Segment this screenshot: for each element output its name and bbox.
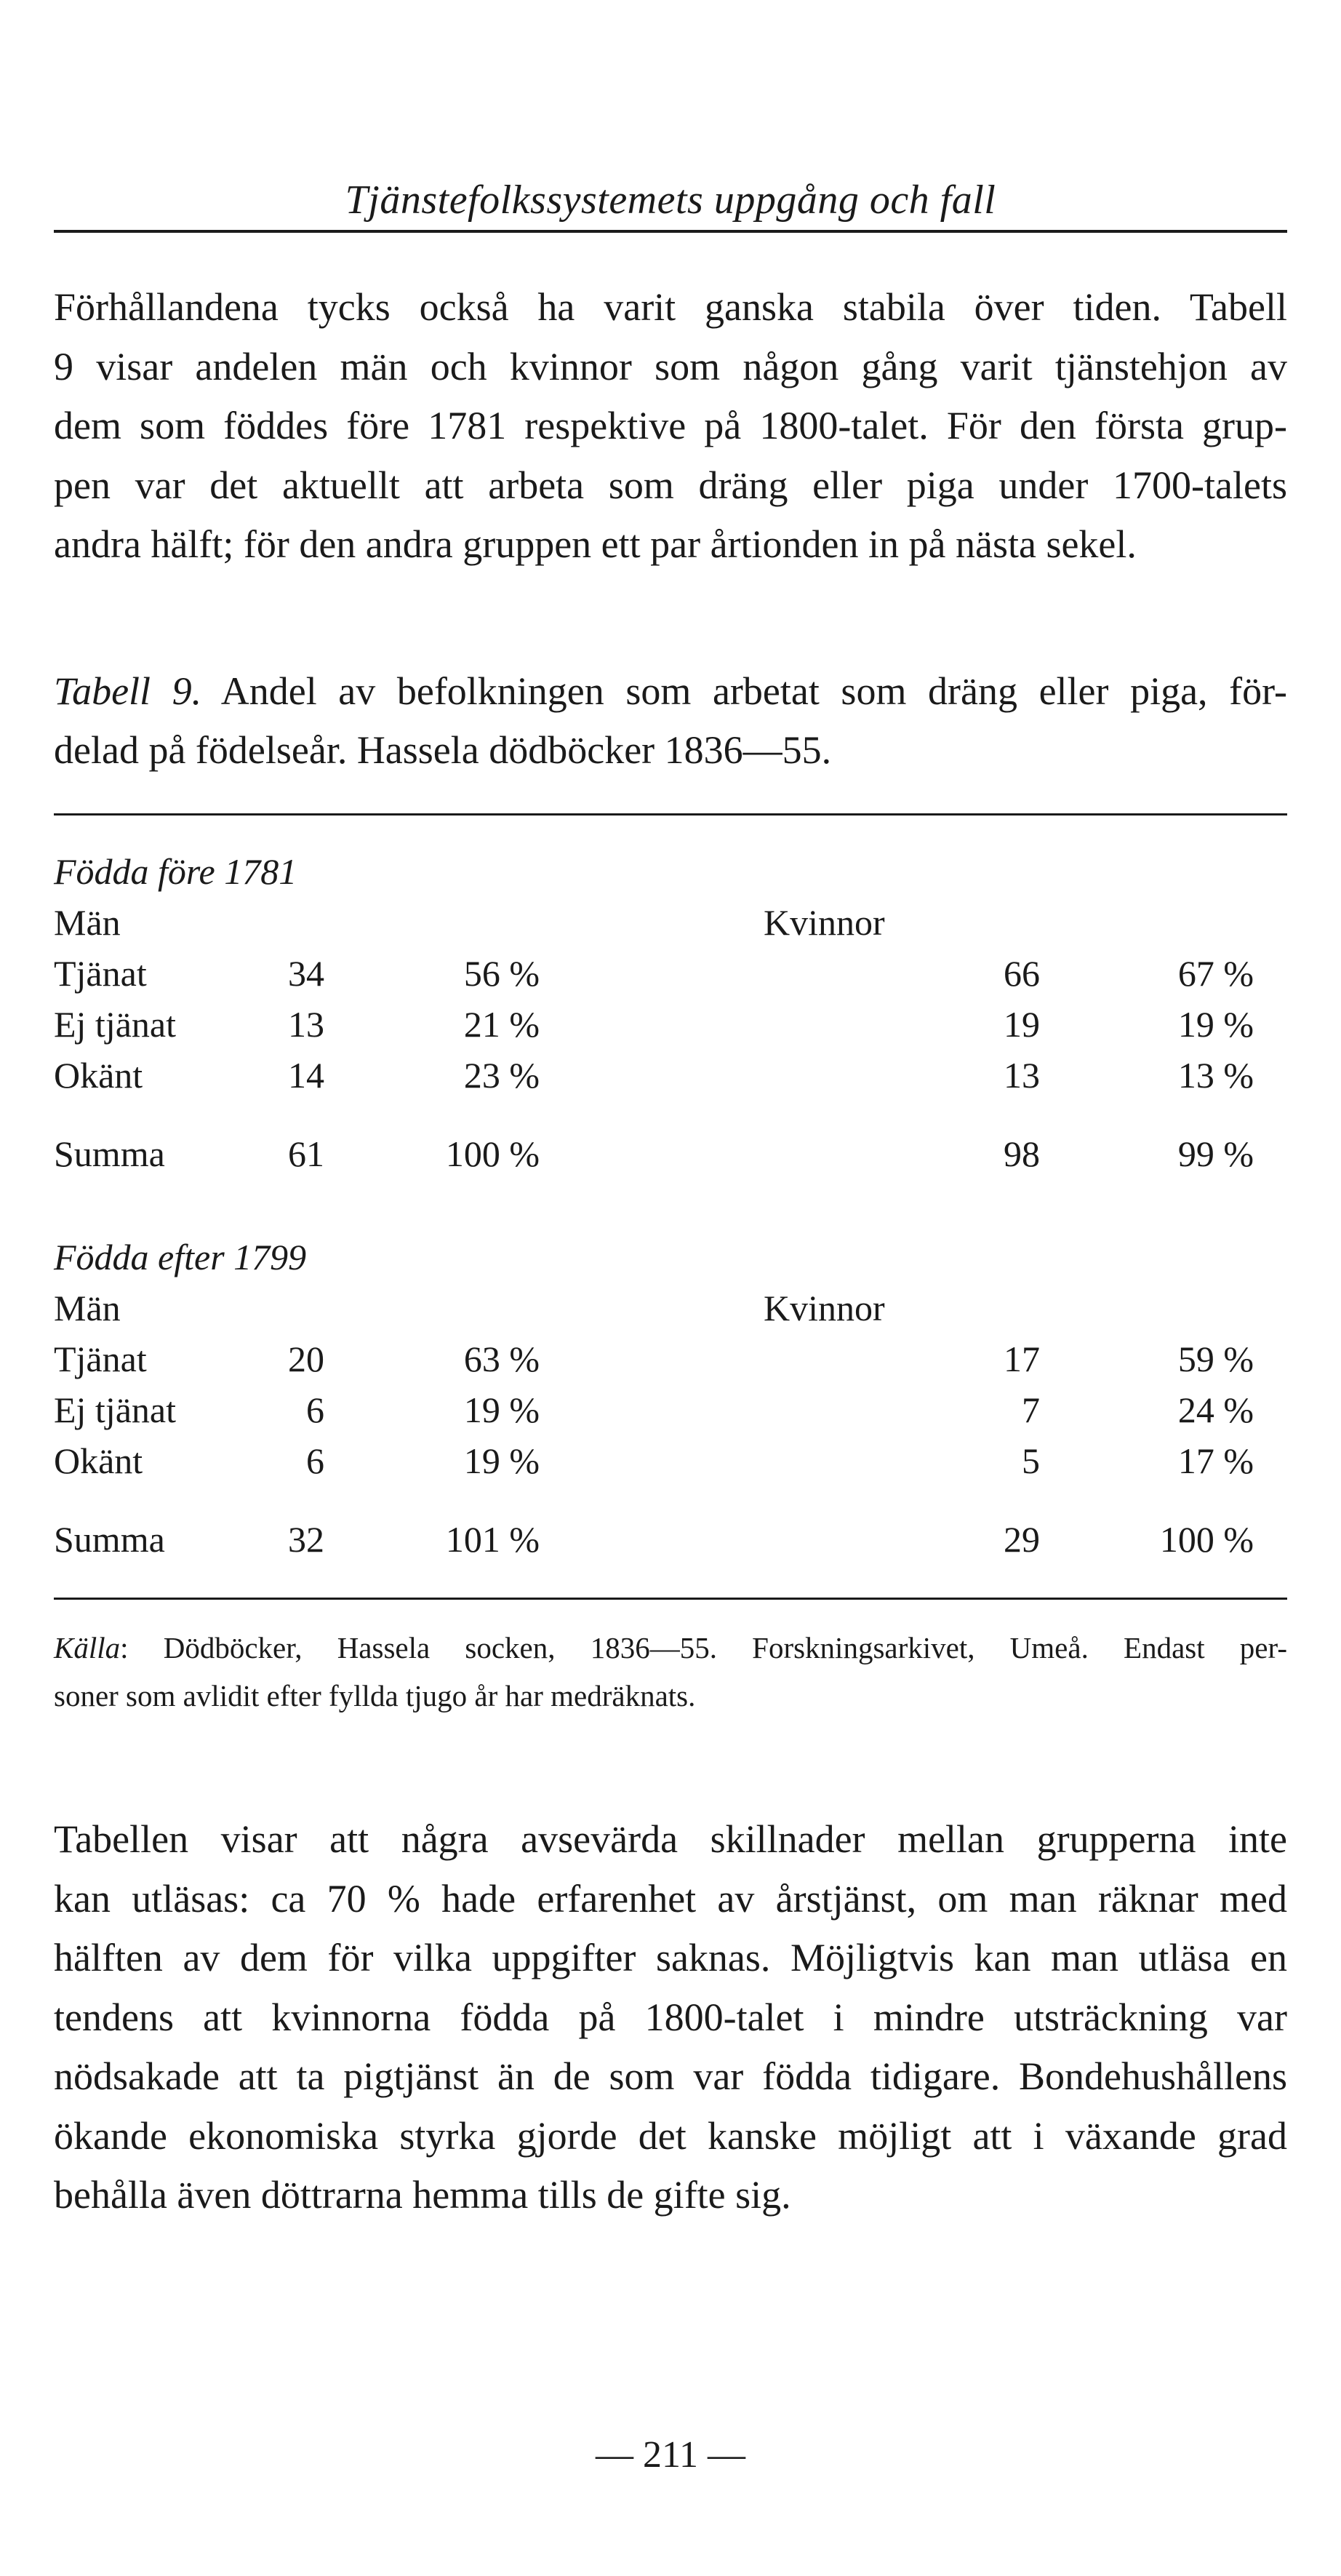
women-sum-percent: 100 % xyxy=(1159,1519,1254,1560)
table-top-rule xyxy=(54,813,1287,816)
paragraph-line: 9 visar andelen män och kvinnor som någon gång varit tjänstehjon av xyxy=(54,344,1287,388)
men-count: 14 xyxy=(288,1055,324,1096)
men-count: 13 xyxy=(288,1004,324,1045)
caption-line: delad på födelseår. Hassela dödböcker 1836—55. xyxy=(54,728,832,772)
women-header: Kvinnor xyxy=(764,1288,885,1328)
men-count: 20 xyxy=(288,1339,324,1379)
page-number: — 211 — xyxy=(595,2434,746,2476)
women-count: 19 xyxy=(1004,1004,1040,1045)
women-percent: 13 % xyxy=(1177,1055,1254,1096)
men-percent: 19 % xyxy=(463,1440,540,1481)
sum-label: Summa xyxy=(54,1519,165,1560)
paragraph-1 xyxy=(54,278,1287,575)
women-count: 13 xyxy=(1004,1055,1040,1096)
women-count: 66 xyxy=(1004,953,1040,994)
men-sum-percent: 101 % xyxy=(445,1519,540,1560)
source-label: Källa xyxy=(54,1631,121,1664)
caption-text: Andel av befolkningen som arbetat som dräng eller piga, för- xyxy=(220,669,1287,713)
men-percent: 21 % xyxy=(463,1004,540,1045)
row-label: Ej tjänat xyxy=(54,1004,176,1045)
paragraph-line: ökande ekonomiska styrka gjorde det kanske möjligt att i växande grad xyxy=(54,2113,1287,2158)
group-title: Födda efter 1799 xyxy=(54,1237,307,1277)
paragraph-line: Tabellen visar att några avsevärda skillnader mellan grupperna inte xyxy=(54,1817,1287,1861)
row-label: Okänt xyxy=(54,1055,143,1096)
paragraph-line: dem som föddes före 1781 respektive på 1800-talet. För den första grup- xyxy=(54,404,1287,447)
men-percent: 23 % xyxy=(463,1055,540,1096)
sum-label: Summa xyxy=(54,1133,165,1174)
men-count: 6 xyxy=(306,1440,324,1481)
row-label: Okänt xyxy=(54,1440,143,1481)
men-count: 6 xyxy=(306,1389,324,1430)
row-label: Tjänat xyxy=(54,953,147,994)
group-title: Födda före 1781 xyxy=(54,851,297,892)
source-line xyxy=(54,1624,1287,1672)
women-sum-percent: 99 % xyxy=(1177,1133,1254,1174)
source-note xyxy=(54,1624,1287,1720)
women-count: 5 xyxy=(1022,1440,1040,1481)
women-sum-count: 98 xyxy=(1004,1133,1040,1174)
table-bottom-rule xyxy=(54,1598,1287,1600)
row-label: Ej tjänat xyxy=(54,1389,176,1430)
women-percent: 17 % xyxy=(1177,1440,1254,1481)
table-caption xyxy=(54,662,1287,780)
men-percent: 63 % xyxy=(463,1339,540,1379)
men-percent: 19 % xyxy=(463,1389,540,1430)
men-header: Män xyxy=(54,1288,121,1328)
women-percent: 24 % xyxy=(1177,1389,1254,1430)
paragraph-line: Förhållandena tycks också ha varit ganska stabila över tiden. Tabell xyxy=(54,285,1287,329)
header-rule xyxy=(54,230,1287,233)
men-count: 34 xyxy=(288,953,324,994)
paragraph-2 xyxy=(54,1810,1287,2225)
women-header: Kvinnor xyxy=(764,902,885,943)
women-count: 17 xyxy=(1004,1339,1040,1379)
source-line: soner som avlidit efter fyllda tjugo år har medräknats. xyxy=(54,1679,696,1712)
caption-label: Tabell 9. xyxy=(54,669,202,713)
paragraph-line: behålla även döttrarna hemma tills de gifte sig. xyxy=(54,2173,791,2217)
running-header: Tjänstefolkssystemets uppgång och fall xyxy=(345,178,996,223)
men-sum-percent: 100 % xyxy=(445,1133,540,1174)
women-percent: 19 % xyxy=(1177,1004,1254,1045)
men-header: Män xyxy=(54,902,121,943)
women-count: 7 xyxy=(1022,1389,1040,1430)
paragraph-line: andra hälft; för den andra gruppen ett par årtionden in på nästa sekel. xyxy=(54,522,1137,566)
women-percent: 59 % xyxy=(1177,1339,1254,1379)
paragraph-line: hälften av dem för vilka uppgifter saknas. Möjligtvis kan man utläsa en xyxy=(54,1936,1287,1979)
paragraph-line: nödsakade att ta pigtjänst än de som var födda tidigare. Bondehushållens xyxy=(54,2054,1287,2098)
women-sum-count: 29 xyxy=(1004,1519,1040,1560)
source-text: : Dödböcker, Hassela socken, 1836—55. Forskningsarkivet, Umeå. Endast per- xyxy=(120,1631,1287,1664)
men-sum-count: 32 xyxy=(288,1519,324,1560)
men-percent: 56 % xyxy=(463,953,540,994)
women-percent: 67 % xyxy=(1177,953,1254,994)
men-sum-count: 61 xyxy=(288,1133,324,1174)
caption-line xyxy=(54,662,1287,721)
paragraph-line: pen var det aktuellt att arbeta som dräng eller piga under 1700-talets xyxy=(54,463,1287,507)
paragraph-line: kan utläsas: ca 70 % hade erfarenhet av årstjänst, om man räknar med xyxy=(54,1876,1287,1921)
paragraph-line: tendens att kvinnorna födda på 1800-talet i mindre utsträckning var xyxy=(54,1995,1287,2039)
row-label: Tjänat xyxy=(54,1339,147,1379)
